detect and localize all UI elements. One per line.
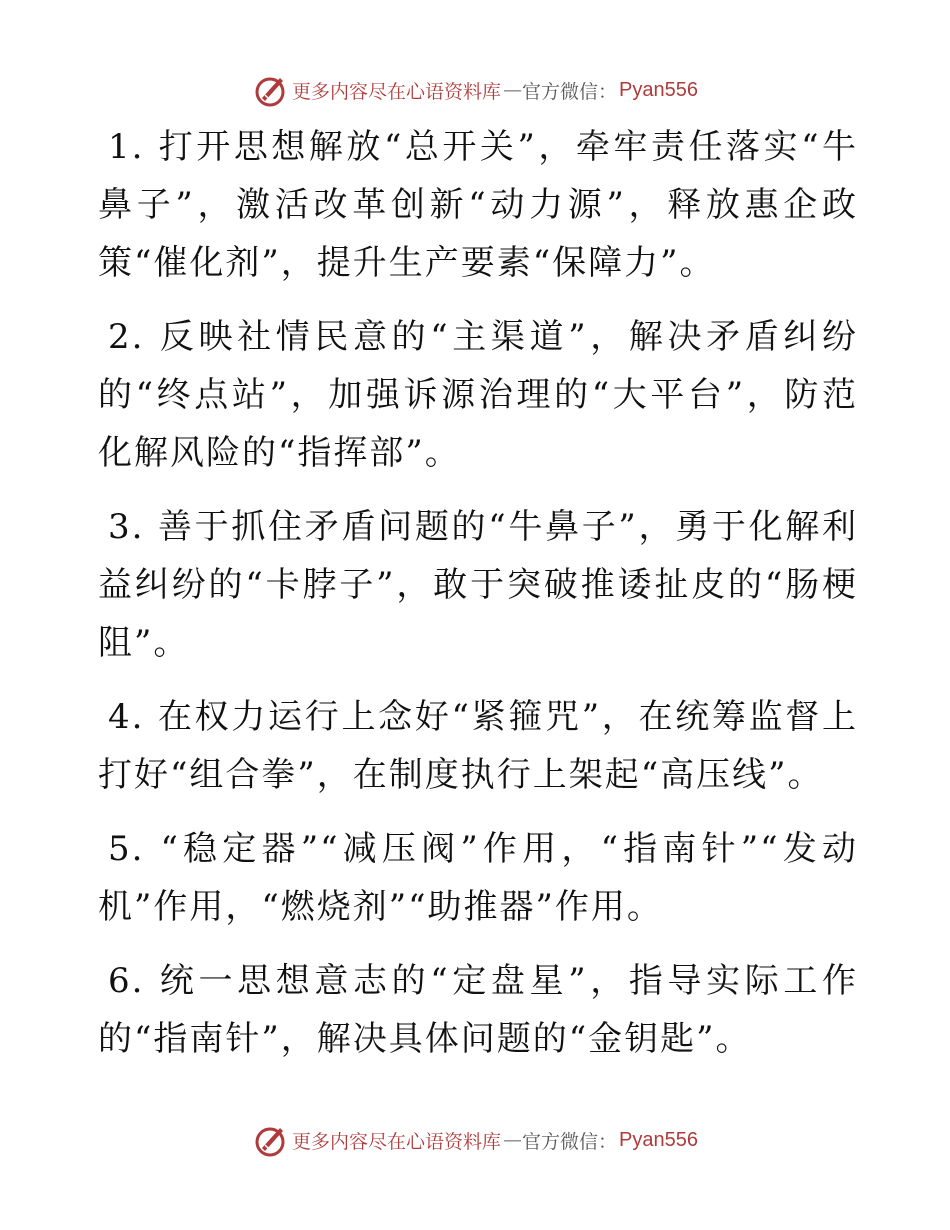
header-contact-label: 官方微信： [522, 80, 618, 103]
paragraph-1: 1. 打开思想解放“总开关”，牵牢责任落实“牛鼻子”，激活改革创新“动力源”，释放惠企政策“催化剂”，提升生产要素“保障力”。 [98, 127, 858, 283]
header-dash: — [503, 79, 523, 101]
footer-wechat-id: Pyan556 [619, 1128, 698, 1151]
footer-brand-text: 更多内容尽在心语资料库 [292, 1130, 502, 1153]
header-wechat-id: Pyan556 [619, 78, 698, 101]
header-banner [0, 68, 950, 112]
footer-banner [0, 1118, 950, 1162]
document-body [98, 118, 858, 1084]
header-brand-text: 更多内容尽在心语资料库 [292, 80, 502, 103]
quill-pen-logo-icon [252, 72, 288, 108]
paragraph-3: 3. 善于抓住矛盾问题的“牛鼻子”，勇于化解利益纠纷的“卡脖子”，敢于突破推诿扯皮的“肠梗阻”。 [98, 507, 858, 663]
quill-pen-logo-icon [252, 1122, 288, 1158]
paragraph-5: 5. “稳定器”“减压阀”作用，“指南针”“发动机”作用，“燃烧剂”“助推器”作用。 [98, 829, 858, 927]
footer-contact-label: 官方微信： [522, 1130, 618, 1153]
paragraph-6: 6. 统一思想意志的“定盘星”，指导实际工作的“指南针”，解决具体问题的“金钥匙”。 [98, 961, 858, 1059]
paragraph-2: 2. 反映社情民意的“主渠道”，解决矛盾纠纷的“终点站”，加强诉源治理的“大平台”，防范化解风险的“指挥部”。 [98, 317, 858, 473]
footer-dash: — [503, 1129, 523, 1151]
paragraph-4: 4. 在权力运行上念好“紧箍咒”，在统筹监督上打好“组合拳”，在制度执行上架起“高压线”。 [98, 697, 858, 795]
